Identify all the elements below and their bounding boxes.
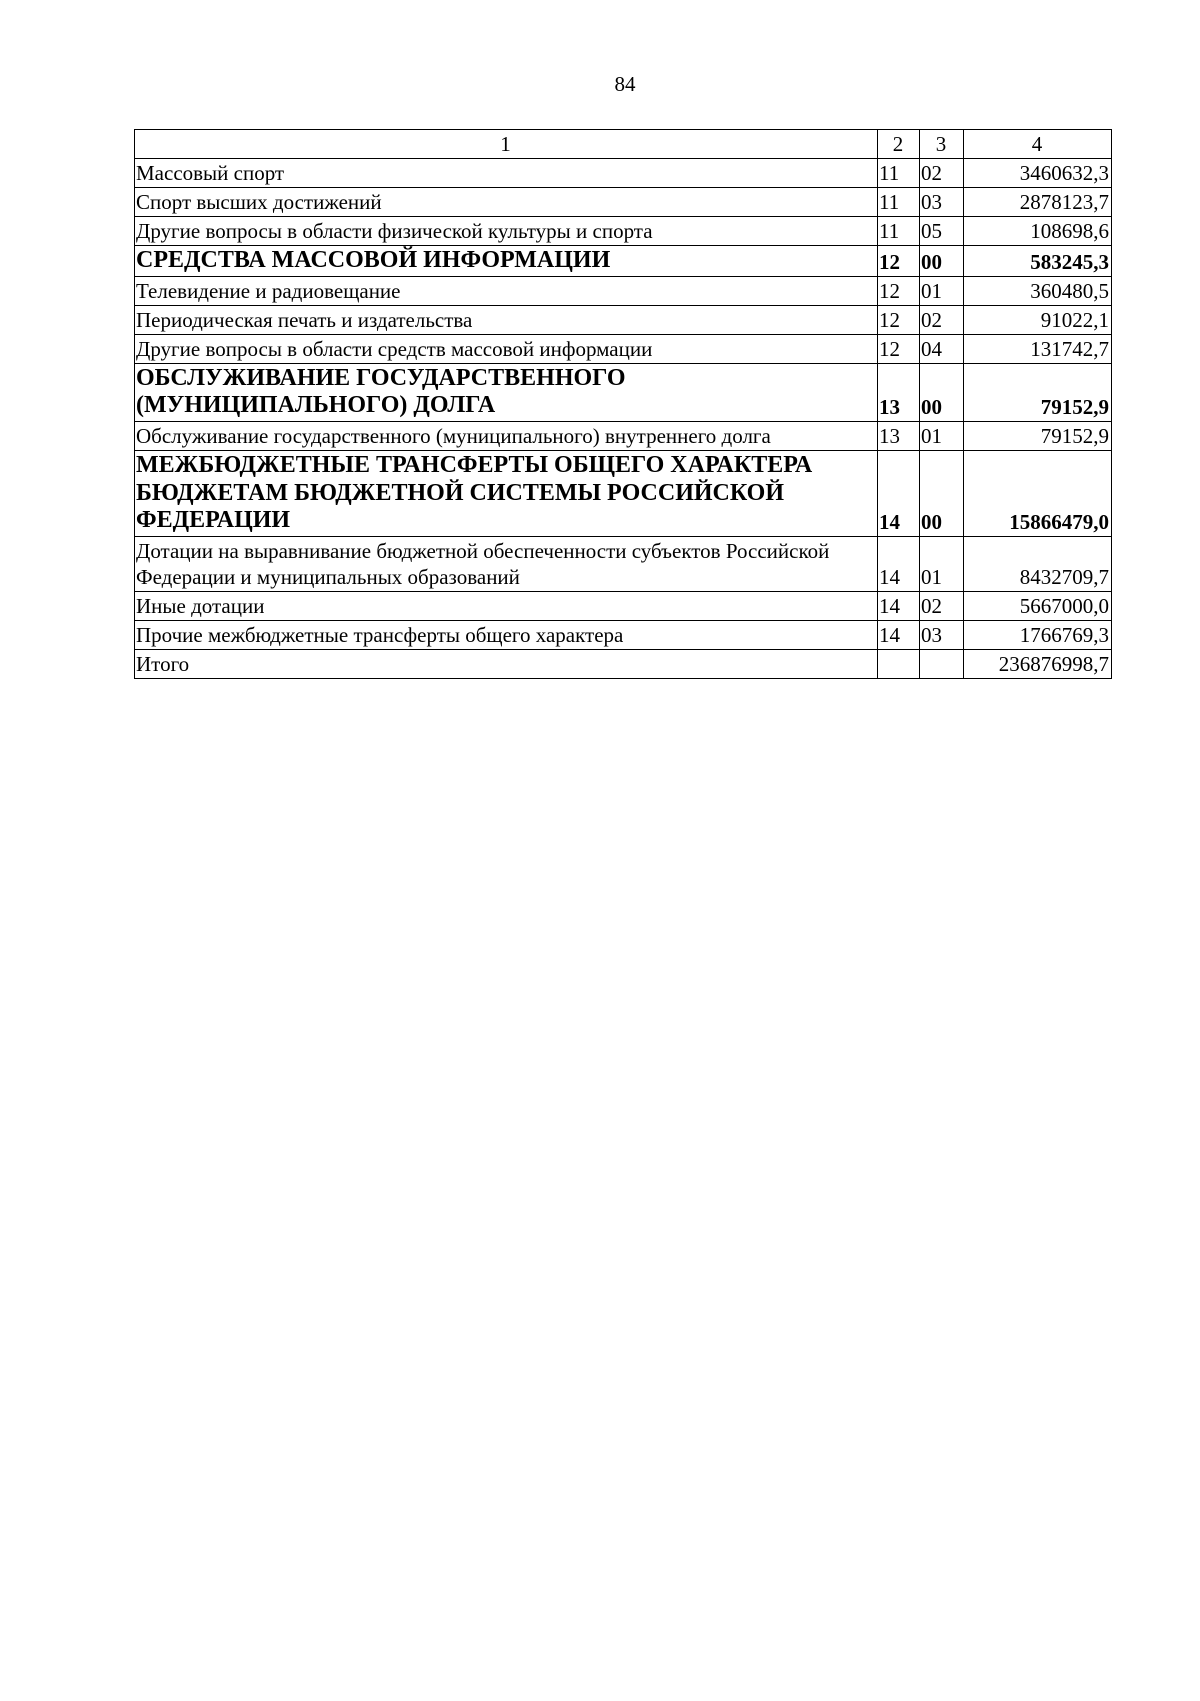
row-section: 13 xyxy=(878,422,920,451)
row-section: 11 xyxy=(878,217,920,246)
row-name: Массовый спорт xyxy=(135,159,878,188)
table-row-grand-total xyxy=(135,649,1112,678)
row-section: 14 xyxy=(878,536,920,591)
row-amount: 8432709,7 xyxy=(964,536,1112,591)
row-section: 12 xyxy=(878,334,920,363)
table-row xyxy=(135,422,1112,451)
row-name: Телевидение и радиовещание xyxy=(135,276,878,305)
row-subsection: 01 xyxy=(920,422,964,451)
row-subsection: 05 xyxy=(920,217,964,246)
row-section: 11 xyxy=(878,159,920,188)
table-row xyxy=(135,591,1112,620)
row-subsection: 02 xyxy=(920,159,964,188)
row-name: СРЕДСТВА МАССОВОЙ ИНФОРМАЦИИ xyxy=(135,246,878,277)
page-number: 84 xyxy=(614,72,636,96)
row-name: Итого xyxy=(135,649,878,678)
row-subsection: 04 xyxy=(920,334,964,363)
row-subsection: 03 xyxy=(920,620,964,649)
row-amount: 131742,7 xyxy=(964,334,1112,363)
row-section xyxy=(878,649,920,678)
row-subsection: 00 xyxy=(920,363,964,421)
column-header-1: 1 xyxy=(135,130,878,159)
table-header-row xyxy=(135,130,1112,159)
row-amount: 91022,1 xyxy=(964,305,1112,334)
table-row xyxy=(135,536,1112,591)
row-name: Дотации на выравнивание бюджетной обеспеченности субъектов Российской Федерации и муниципальных образований xyxy=(135,536,878,591)
table-row xyxy=(135,334,1112,363)
row-section: 14 xyxy=(878,451,920,537)
row-name: Иные дотации xyxy=(135,591,878,620)
row-name: Обслуживание государственного (муниципального) внутреннего долга xyxy=(135,422,878,451)
budget-table xyxy=(134,129,1112,679)
row-amount: 15866479,0 xyxy=(964,451,1112,537)
row-name: Спорт высших достижений xyxy=(135,188,878,217)
row-section: 11 xyxy=(878,188,920,217)
row-name: МЕЖБЮДЖЕТНЫЕ ТРАНСФЕРТЫ ОБЩЕГО ХАРАКТЕРА БЮДЖЕТАМ БЮДЖЕТНОЙ СИСТЕМЫ РОССИЙСКОЙ ФЕДЕРАЦИИ xyxy=(135,451,878,537)
row-amount: 79152,9 xyxy=(964,363,1112,421)
table-row xyxy=(135,217,1112,246)
row-name: ОБСЛУЖИВАНИЕ ГОСУДАРСТВЕННОГО (МУНИЦИПАЛЬНОГО) ДОЛГА xyxy=(135,363,878,421)
row-subsection: 02 xyxy=(920,305,964,334)
row-amount: 360480,5 xyxy=(964,276,1112,305)
row-subsection: 03 xyxy=(920,188,964,217)
column-header-2: 2 xyxy=(878,130,920,159)
table-row xyxy=(135,305,1112,334)
row-subsection: 00 xyxy=(920,246,964,277)
row-amount: 5667000,0 xyxy=(964,591,1112,620)
table-row-section-total xyxy=(135,451,1112,537)
row-amount: 79152,9 xyxy=(964,422,1112,451)
row-section: 12 xyxy=(878,276,920,305)
column-header-4: 4 xyxy=(964,130,1112,159)
row-amount: 1766769,3 xyxy=(964,620,1112,649)
row-name: Другие вопросы в области средств массовой информации xyxy=(135,334,878,363)
row-amount: 2878123,7 xyxy=(964,188,1112,217)
row-section: 13 xyxy=(878,363,920,421)
row-amount: 108698,6 xyxy=(964,217,1112,246)
row-name: Прочие межбюджетные трансферты общего характера xyxy=(135,620,878,649)
row-amount: 236876998,7 xyxy=(964,649,1112,678)
row-section: 12 xyxy=(878,305,920,334)
row-subsection: 01 xyxy=(920,276,964,305)
row-section: 12 xyxy=(878,246,920,277)
table-row-section-total xyxy=(135,246,1112,277)
row-amount: 3460632,3 xyxy=(964,159,1112,188)
row-subsection xyxy=(920,649,964,678)
row-name: Периодическая печать и издательства xyxy=(135,305,878,334)
table-row xyxy=(135,620,1112,649)
table-row xyxy=(135,276,1112,305)
row-subsection: 01 xyxy=(920,536,964,591)
row-subsection: 02 xyxy=(920,591,964,620)
row-section: 14 xyxy=(878,591,920,620)
table-row xyxy=(135,188,1112,217)
table-row xyxy=(135,159,1112,188)
row-section: 14 xyxy=(878,620,920,649)
row-name: Другие вопросы в области физической культуры и спорта xyxy=(135,217,878,246)
row-amount: 583245,3 xyxy=(964,246,1112,277)
column-header-3: 3 xyxy=(920,130,964,159)
row-subsection: 00 xyxy=(920,451,964,537)
table-row-section-total xyxy=(135,363,1112,421)
